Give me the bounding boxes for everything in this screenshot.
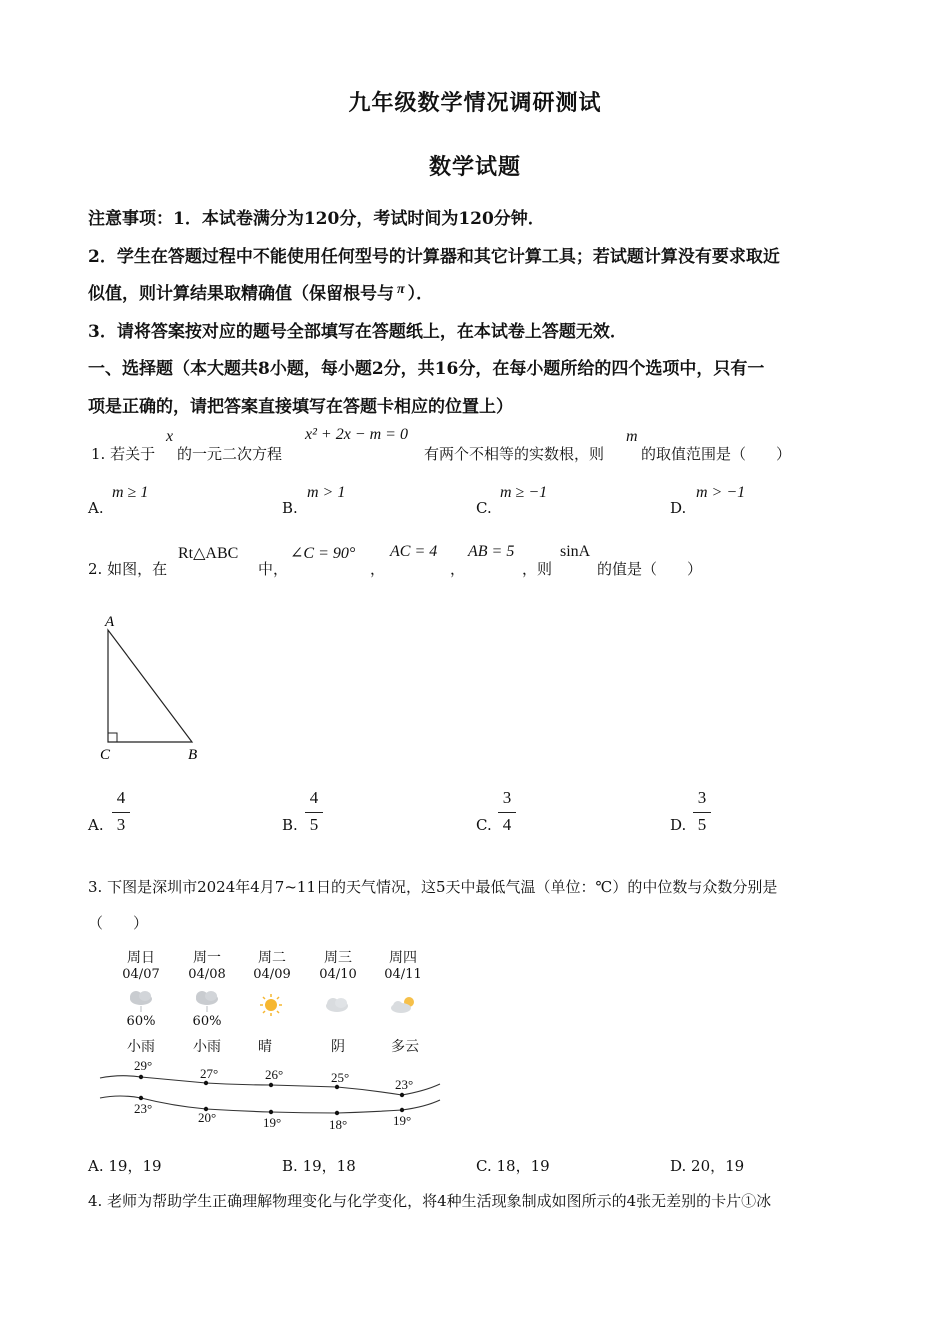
q1-text-3: 有两个不相等的实数根，则 xyxy=(424,445,605,463)
day-2-date: 04/08 xyxy=(188,967,226,982)
q3-option-b[interactable]: B. 19，18 xyxy=(282,1157,356,1175)
rain-cloud-icon xyxy=(124,988,158,1014)
q2-option-c-fraction[interactable]: 3 4 xyxy=(498,788,516,835)
day-3-desc: 晴 xyxy=(258,1039,272,1055)
page-title: 九年级数学情况调研测试 xyxy=(348,90,602,116)
q2-option-b-label[interactable]: B. xyxy=(282,816,298,834)
q2-option-a-label[interactable]: A. xyxy=(88,816,104,834)
q2-cond-angle: ∠C = 90° xyxy=(290,545,356,562)
q2-text-3: ，则 xyxy=(522,560,553,578)
q1-option-c-label[interactable]: C. xyxy=(476,499,492,517)
day-5-date: 04/11 xyxy=(384,967,422,982)
cloud-icon xyxy=(320,994,354,1016)
q2-text-2: 中， xyxy=(258,560,289,578)
day-5-low: 19° xyxy=(393,1113,412,1128)
high-point-1 xyxy=(139,1075,143,1079)
q2-option-d-label[interactable]: D. xyxy=(670,816,687,834)
note-line-3: 3．请将答案按对应的题号全部填写在答题纸上，在本试卷上答题无效． xyxy=(88,322,627,342)
day-1-high: 29° xyxy=(134,1058,153,1073)
day-3-name: 周二 xyxy=(258,950,286,966)
q3-text-1: 3. 下图是深圳市2024年4月7~11日的天气情况，这5天中最低气温（单位：℃）的中位数与众数分别是 xyxy=(88,878,778,896)
day-2-name: 周一 xyxy=(193,950,221,966)
section-1-heading-cont: 项是正确的，请把答案直接填写在答题卡相应的位置上） xyxy=(88,397,513,417)
pi-symbol: π xyxy=(397,282,405,297)
q1-text-1: 1. 若关于 xyxy=(91,445,156,463)
q1-option-d[interactable]: m > −1 xyxy=(696,484,746,501)
q4-text-1: 4. 老师为帮助学生正确理解物理变化与化学变化，将4种生活现象制成如图所示的4张无差别的卡片①冰 xyxy=(88,1192,772,1210)
day-4-name: 周三 xyxy=(324,950,352,966)
low-point-3 xyxy=(269,1110,273,1114)
day-5-high: 23° xyxy=(395,1077,414,1092)
right-angle-mark xyxy=(108,733,117,742)
triangle-shape xyxy=(108,630,192,742)
q2-text-1: 2. 如图，在 xyxy=(88,560,168,578)
low-point-4 xyxy=(335,1111,339,1115)
day-4-date: 04/10 xyxy=(319,967,357,982)
q3-option-d[interactable]: D. 20，19 xyxy=(670,1157,745,1175)
q1-option-b[interactable]: m > 1 xyxy=(307,484,346,501)
rain-cloud-icon xyxy=(190,988,224,1014)
q1-var-x: x xyxy=(166,428,174,445)
q3-option-c[interactable]: C. 18，19 xyxy=(476,1157,550,1175)
page-subtitle: 数学试题 xyxy=(428,154,521,180)
q2-option-d-fraction[interactable]: 3 5 xyxy=(693,788,711,835)
q1-var-m: m xyxy=(626,428,638,445)
day-2-rain: 60% xyxy=(192,1014,222,1029)
section-1-heading: 一、选择题（本大题共8小题，每小题2分，共16分，在每小题所给的四个选项中，只有一 xyxy=(88,359,765,379)
note-line-2b: 似值，则计算结果取精确值（保留根号与 $^\pi$ ）． xyxy=(88,282,434,304)
q1-option-a-label[interactable]: A. xyxy=(88,499,104,517)
q1-option-a[interactable]: m ≥ 1 xyxy=(112,484,149,501)
day-1-date: 04/07 xyxy=(122,967,160,982)
q1-text-4: 的取值范围是（ ） xyxy=(641,445,792,463)
q1-text-2: 的一元二次方程 xyxy=(177,445,283,463)
day-1-name: 周日 xyxy=(127,950,155,966)
q2-option-b-fraction[interactable]: 4 5 xyxy=(305,788,323,835)
day-4-high: 25° xyxy=(331,1070,350,1085)
q2-text-4: 的值是（ ） xyxy=(597,560,703,578)
vertex-b-label: B xyxy=(188,747,198,763)
high-point-3 xyxy=(269,1083,273,1087)
q1-option-d-label[interactable]: D. xyxy=(670,499,687,517)
day-2-high: 27° xyxy=(200,1066,219,1081)
low-point-1 xyxy=(139,1096,143,1100)
q1-option-c[interactable]: m ≥ −1 xyxy=(500,484,548,501)
day-1-low: 23° xyxy=(134,1101,153,1116)
q1-option-b-label[interactable]: B. xyxy=(282,499,298,517)
q2-option-c-label[interactable]: C. xyxy=(476,816,492,834)
high-point-5 xyxy=(400,1093,404,1097)
note-line-2a: 2．学生在答题过程中不能使用任何型号的计算器和其它计算工具；若试题计算没有要求取近 xyxy=(88,247,780,267)
day-1-rain: 60% xyxy=(126,1014,156,1029)
q2-sep-2: ， xyxy=(450,560,466,578)
day-5-name: 周四 xyxy=(389,950,417,966)
q2-option-a-fraction[interactable]: 4 3 xyxy=(112,788,130,835)
q3-text-2: （ ） xyxy=(88,914,149,932)
q3-option-a[interactable]: A. 19，19 xyxy=(88,1157,162,1175)
q2-triangle: Rt△ABC xyxy=(178,545,239,562)
day-4-desc: 阴 xyxy=(331,1039,345,1055)
q2-sin: sinA xyxy=(560,543,591,560)
q1-equation: x² + 2x − m = 0 xyxy=(305,426,408,443)
day-3-date: 04/09 xyxy=(253,967,291,982)
triangle-figure xyxy=(95,610,215,765)
day-2-desc: 小雨 xyxy=(193,1039,221,1055)
day-3-high: 26° xyxy=(265,1067,284,1082)
vertex-c-label: C xyxy=(100,747,111,763)
low-point-5 xyxy=(400,1108,404,1112)
day-4-low: 18° xyxy=(329,1117,348,1132)
day-1-desc: 小雨 xyxy=(127,1039,155,1055)
day-2-low: 20° xyxy=(198,1110,217,1125)
q2-cond-ac: AC = 4 xyxy=(390,543,438,560)
vertex-a-label: A xyxy=(105,614,115,630)
partly-cloudy-icon xyxy=(386,994,420,1016)
q2-cond-ab: AB = 5 xyxy=(468,543,515,560)
day-3-low: 19° xyxy=(263,1115,282,1130)
note-line-1: 注意事项：1．本试卷满分为120分，考试时间为120分钟． xyxy=(88,209,545,229)
sun-icon xyxy=(256,992,286,1018)
q2-sep-1: ， xyxy=(370,560,386,578)
day-5-desc: 多云 xyxy=(391,1039,419,1055)
